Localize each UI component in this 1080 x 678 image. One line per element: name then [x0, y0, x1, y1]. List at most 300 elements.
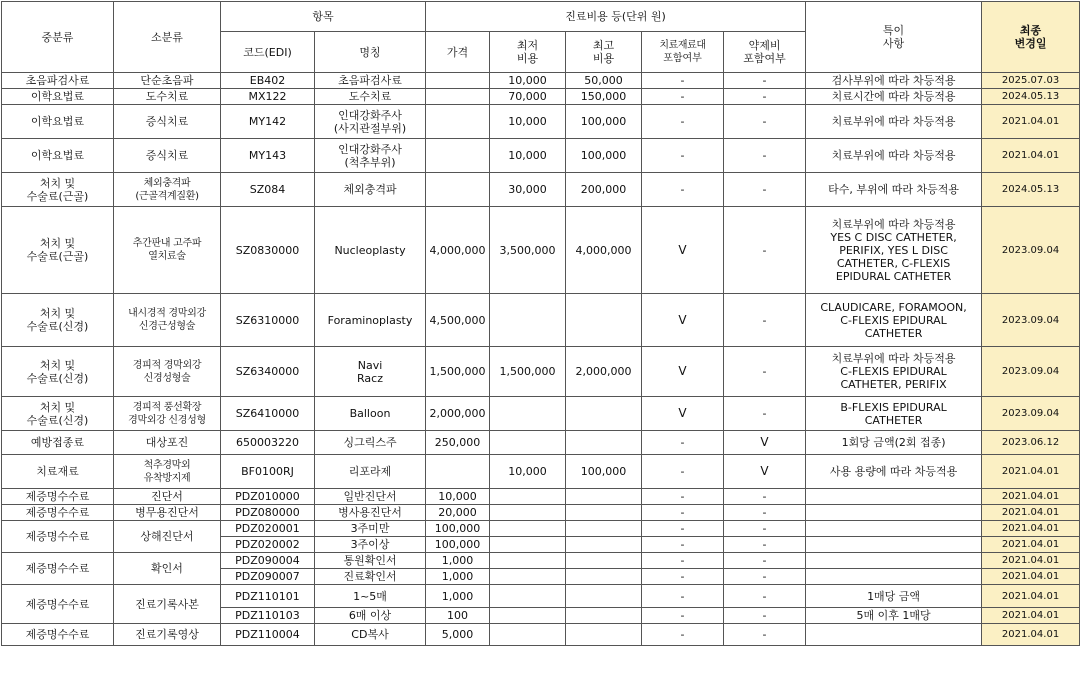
major-category-cell-line: 이학요법료 — [30, 149, 85, 162]
item-name-cell-line: 싱그릭스주 — [343, 436, 397, 449]
item-name-cell-line: Foraminoplasty — [327, 313, 413, 327]
item-name-cell-line: Nucleoplasty — [334, 243, 406, 257]
major-category-cell-line: 치료재료 — [36, 465, 79, 478]
item-name-cell-line: 6매 이상 — [348, 609, 392, 622]
item-name-cell-line: 병사용진단서 — [338, 506, 402, 519]
price-cell: 250,000 — [426, 431, 490, 455]
code-cell: MX122 — [221, 89, 315, 105]
code-cell: EB402 — [221, 73, 315, 89]
header-min-cost-line: 비용 — [516, 52, 539, 65]
max-cost-cell — [566, 608, 642, 624]
last-changed-date-cell: 2021.04.01 — [982, 489, 1080, 505]
code-cell: 650003220 — [221, 431, 315, 455]
last-changed-date-cell: 2021.04.01 — [982, 608, 1080, 624]
material-included-cell: - — [642, 105, 724, 139]
remark-cell-line: 1회당 금액(2회 접종) — [841, 436, 946, 449]
code-cell: BF0100RJ — [221, 455, 315, 489]
drug-included-cell: - — [724, 624, 806, 646]
item-name-cell — [315, 569, 426, 585]
fee-table-body — [2, 73, 1080, 646]
minor-category-cell — [114, 347, 221, 397]
max-cost-cell — [566, 294, 642, 347]
material-included-cell: - — [642, 173, 724, 207]
code-cell: MY142 — [221, 105, 315, 139]
table-row — [2, 105, 1080, 139]
remark-cell-line: CATHETER — [864, 326, 923, 340]
major-category-cell-line: 처치 및 — [39, 176, 76, 190]
minor-category-cell-line: 내시경적 경막외강 — [128, 308, 206, 319]
material-included-cell: V — [642, 207, 724, 294]
price-cell: 100,000 — [426, 537, 490, 553]
minor-category-cell-line: 진단서 — [151, 490, 183, 503]
last-changed-date-cell: 2021.04.01 — [982, 553, 1080, 569]
item-name-cell — [315, 294, 426, 347]
drug-included-cell: V — [724, 431, 806, 455]
remark-cell-line: CATHETER, PERIFIX — [840, 378, 947, 391]
major-category-cell — [2, 207, 114, 294]
item-name-cell-line: (척추부위) — [344, 155, 396, 169]
item-name-cell-line: 통원확인서 — [343, 554, 397, 567]
last-changed-date-cell: 2024.05.13 — [982, 173, 1080, 207]
minor-category-cell-line: 증식치료 — [145, 115, 189, 128]
header-remark-line: 사항 — [882, 37, 905, 50]
remark-cell — [806, 585, 982, 608]
code-cell: PDZ010000 — [221, 489, 315, 505]
price-cell: 1,500,000 — [426, 347, 490, 397]
header-last-changed-line: 변경일 — [1014, 37, 1047, 50]
header-material-line: 치료재료대 — [659, 40, 706, 51]
max-cost-cell: 150,000 — [566, 89, 642, 105]
drug-included-cell: - — [724, 89, 806, 105]
price-cell — [426, 105, 490, 139]
min-cost-cell — [490, 608, 566, 624]
price-cell — [426, 139, 490, 173]
major-category-cell-line: 예방접종료 — [30, 436, 85, 449]
max-cost-cell: 50,000 — [566, 73, 642, 89]
minor-category-cell-line: (근골격계질환) — [135, 190, 199, 202]
major-category-cell-line: 수술료(근골) — [26, 189, 89, 203]
header-max-cost — [566, 32, 642, 73]
min-cost-cell: 30,000 — [490, 173, 566, 207]
remark-cell-line: C-FLEXIS EPIDURAL — [840, 313, 947, 327]
minor-category-cell-line: 추간판내 고주파 — [132, 238, 202, 249]
min-cost-cell — [490, 537, 566, 553]
min-cost-cell — [490, 553, 566, 569]
header-drug-line: 약제비 — [748, 39, 781, 52]
remark-cell — [806, 521, 982, 537]
item-name-cell-line: Balloon — [349, 407, 391, 420]
major-category-cell — [2, 173, 114, 207]
remark-cell-line: 치료부위에 따라 차등적용 — [831, 115, 956, 128]
max-cost-cell — [566, 585, 642, 608]
last-changed-date-cell: 2021.04.01 — [982, 569, 1080, 585]
max-cost-cell: 4,000,000 — [566, 207, 642, 294]
remark-cell — [806, 569, 982, 585]
header-remark-line: 특이 — [882, 24, 905, 37]
price-cell: 100 — [426, 608, 490, 624]
drug-included-cell: - — [724, 294, 806, 347]
min-cost-cell — [490, 397, 566, 431]
minor-category-cell-line: 척추경막외 — [143, 459, 191, 471]
minor-category-cell-line: 대상포진 — [145, 436, 189, 449]
max-cost-cell — [566, 505, 642, 521]
item-name-cell — [315, 505, 426, 521]
minor-category-cell — [114, 207, 221, 294]
code-cell: PDZ110004 — [221, 624, 315, 646]
material-included-cell: - — [642, 521, 724, 537]
min-cost-cell — [490, 521, 566, 537]
last-changed-date-cell: 2021.04.01 — [982, 624, 1080, 646]
item-name-cell — [315, 624, 426, 646]
remark-cell — [806, 105, 982, 139]
max-cost-cell — [566, 489, 642, 505]
remark-cell-line: 치료부위에 따라 차등적용 — [831, 217, 956, 231]
material-included-cell: - — [642, 431, 724, 455]
item-name-cell — [315, 89, 426, 105]
major-category-cell — [2, 505, 114, 521]
major-category-cell-line: 수술료(신경) — [26, 371, 89, 385]
major-category-cell-line: 처치 및 — [39, 400, 76, 414]
last-changed-date-cell: 2023.09.04 — [982, 347, 1080, 397]
drug-included-cell: - — [724, 347, 806, 397]
remark-cell-line: B-FLEXIS EPIDURAL — [840, 400, 947, 414]
drug-included-cell: - — [724, 585, 806, 608]
remark-cell — [806, 73, 982, 89]
last-changed-date-cell: 2021.04.01 — [982, 521, 1080, 537]
table-row — [2, 73, 1080, 89]
remark-cell — [806, 455, 982, 489]
table-row — [2, 397, 1080, 431]
minor-category-cell — [114, 585, 221, 624]
major-category-cell — [2, 431, 114, 455]
remark-cell — [806, 624, 982, 646]
major-category-cell-line: 제증명수수료 — [25, 530, 90, 543]
drug-included-cell: - — [724, 73, 806, 89]
material-included-cell: V — [642, 347, 724, 397]
header-cost-group: 진료비용 등(단위 원) — [426, 2, 806, 32]
price-cell: 20,000 — [426, 505, 490, 521]
table-row — [2, 431, 1080, 455]
code-cell: SZ6310000 — [221, 294, 315, 347]
max-cost-cell — [566, 624, 642, 646]
code-cell: SZ0830000 — [221, 207, 315, 294]
item-name-cell-line: 진료확인서 — [343, 570, 397, 583]
last-changed-date-cell: 2021.04.01 — [982, 455, 1080, 489]
header-material-included — [642, 32, 724, 73]
major-category-cell-line: 수술료(신경) — [26, 320, 89, 333]
price-cell: 2,000,000 — [426, 397, 490, 431]
price-cell: 1,000 — [426, 585, 490, 608]
min-cost-cell: 10,000 — [490, 139, 566, 173]
header-name: 명칭 — [315, 32, 426, 73]
header-item-group: 항목 — [221, 2, 426, 32]
major-category-cell-line: 이학요법료 — [30, 115, 85, 128]
minor-category-cell — [114, 73, 221, 89]
last-changed-date-cell: 2023.09.04 — [982, 397, 1080, 431]
min-cost-cell — [490, 569, 566, 585]
remark-cell — [806, 431, 982, 455]
item-name-cell-line: 인대강화주사 — [338, 108, 402, 122]
item-name-cell — [315, 73, 426, 89]
min-cost-cell: 70,000 — [490, 89, 566, 105]
table-row — [2, 585, 1080, 608]
price-cell: 4,000,000 — [426, 207, 490, 294]
remark-cell-line: 타수, 부위에 따라 차등적용 — [828, 183, 959, 196]
minor-category-cell — [114, 553, 221, 585]
minor-category-cell — [114, 294, 221, 347]
remark-cell-line: CATHETER — [864, 413, 923, 427]
remark-cell-line: 치료시간에 따라 차등적용 — [831, 90, 956, 103]
max-cost-cell — [566, 431, 642, 455]
remark-cell-line: 1매당 금액 — [867, 589, 921, 603]
minor-category-cell — [114, 505, 221, 521]
minor-category-cell-line: 유착방지제 — [143, 472, 191, 484]
item-name-cell — [315, 347, 426, 397]
remark-cell-line: 치료부위에 따라 차등적용 — [831, 149, 956, 162]
table-row — [2, 455, 1080, 489]
price-cell — [426, 73, 490, 89]
material-included-cell: - — [642, 624, 724, 646]
drug-included-cell: - — [724, 569, 806, 585]
material-included-cell: - — [642, 455, 724, 489]
remark-cell — [806, 139, 982, 173]
item-name-cell-line: 초음파검사료 — [338, 74, 402, 87]
min-cost-cell — [490, 624, 566, 646]
drug-included-cell: - — [724, 553, 806, 569]
major-category-cell — [2, 294, 114, 347]
min-cost-cell: 1,500,000 — [490, 347, 566, 397]
material-included-cell: - — [642, 139, 724, 173]
remark-cell — [806, 608, 982, 624]
last-changed-date-cell: 2023.09.04 — [982, 294, 1080, 347]
item-name-cell-line: Navi — [357, 358, 383, 372]
min-cost-cell — [490, 505, 566, 521]
major-category-cell — [2, 585, 114, 624]
remark-cell-line: CATHETER, C-FLEXIS — [836, 256, 951, 270]
material-included-cell: - — [642, 489, 724, 505]
drug-included-cell: - — [724, 521, 806, 537]
remark-cell — [806, 207, 982, 294]
major-category-cell-line: 처치 및 — [39, 358, 76, 372]
code-cell: PDZ080000 — [221, 505, 315, 521]
last-changed-date-cell: 2025.07.03 — [982, 73, 1080, 89]
min-cost-cell: 10,000 — [490, 455, 566, 489]
item-name-cell — [315, 537, 426, 553]
item-name-cell — [315, 585, 426, 608]
remark-cell — [806, 537, 982, 553]
last-changed-date-cell: 2021.04.01 — [982, 537, 1080, 553]
item-name-cell-line: 체외충격파 — [343, 183, 397, 196]
major-category-cell-line: 제증명수수료 — [25, 506, 90, 519]
material-included-cell: V — [642, 397, 724, 431]
price-cell — [426, 455, 490, 489]
drug-included-cell: - — [724, 139, 806, 173]
minor-category-cell-line: 증식치료 — [145, 149, 189, 162]
major-category-cell — [2, 397, 114, 431]
major-category-cell — [2, 347, 114, 397]
major-category-cell — [2, 139, 114, 173]
drug-included-cell: - — [724, 505, 806, 521]
minor-category-cell — [114, 397, 221, 431]
minor-category-cell — [114, 105, 221, 139]
item-name-cell-line: 일반진단서 — [343, 490, 397, 503]
major-category-cell-line: 초음파검사료 — [25, 74, 90, 87]
max-cost-cell — [566, 537, 642, 553]
price-cell: 10,000 — [426, 489, 490, 505]
code-cell: PDZ020001 — [221, 521, 315, 537]
minor-category-cell-line: 단순초음파 — [140, 74, 194, 87]
min-cost-cell: 3,500,000 — [490, 207, 566, 294]
item-name-cell-line: Racz — [357, 371, 383, 385]
major-category-cell-line: 처치 및 — [39, 237, 76, 250]
minor-category-cell-line: 진료기록사본 — [135, 597, 199, 611]
item-name-cell-line: 인대강화주사 — [338, 142, 402, 156]
table-row — [2, 347, 1080, 397]
max-cost-cell: 100,000 — [566, 455, 642, 489]
code-cell: PDZ110103 — [221, 608, 315, 624]
major-category-cell — [2, 455, 114, 489]
table-row — [2, 173, 1080, 207]
minor-category-cell — [114, 455, 221, 489]
remark-cell — [806, 397, 982, 431]
max-cost-cell: 200,000 — [566, 173, 642, 207]
table-row — [2, 89, 1080, 105]
major-category-cell-line: 수술료(근골) — [26, 250, 89, 263]
minor-category-cell — [114, 489, 221, 505]
material-included-cell: - — [642, 585, 724, 608]
major-category-cell-line: 제증명수수료 — [25, 562, 90, 575]
item-name-cell — [315, 521, 426, 537]
minor-category-cell — [114, 624, 221, 646]
material-included-cell: - — [642, 89, 724, 105]
drug-included-cell: V — [724, 455, 806, 489]
major-category-cell-line: 이학요법료 — [30, 90, 85, 103]
remark-cell — [806, 347, 982, 397]
table-row — [2, 505, 1080, 521]
remark-cell — [806, 505, 982, 521]
item-name-cell-line: CD복사 — [351, 628, 389, 641]
max-cost-cell: 100,000 — [566, 105, 642, 139]
minor-category-cell-line: 병무용진단서 — [135, 506, 199, 519]
remark-cell-line: EPIDURAL CATHETER — [835, 269, 952, 283]
major-category-cell-line: 처치 및 — [39, 307, 76, 320]
header-drug-line: 포함여부 — [743, 52, 786, 65]
major-category-cell-line: 제증명수수료 — [25, 490, 90, 503]
major-category-cell-line: 수술료(신경) — [26, 413, 89, 427]
material-included-cell: - — [642, 73, 724, 89]
item-name-cell-line: 도수치료 — [348, 90, 392, 103]
item-name-cell — [315, 455, 426, 489]
drug-included-cell: - — [724, 537, 806, 553]
remark-cell — [806, 173, 982, 207]
min-cost-cell — [490, 489, 566, 505]
header-drug-included — [724, 32, 806, 73]
item-name-cell — [315, 139, 426, 173]
item-name-cell — [315, 553, 426, 569]
code-cell: MY143 — [221, 139, 315, 173]
item-name-cell — [315, 431, 426, 455]
remark-cell-line: YES C DISC CATHETER, — [830, 230, 957, 244]
header-min-cost-line: 최저 — [516, 39, 539, 52]
material-included-cell: - — [642, 537, 724, 553]
min-cost-cell: 10,000 — [490, 105, 566, 139]
remark-cell — [806, 489, 982, 505]
code-cell: SZ6340000 — [221, 347, 315, 397]
item-name-cell — [315, 489, 426, 505]
drug-included-cell: - — [724, 105, 806, 139]
max-cost-cell — [566, 553, 642, 569]
remark-cell — [806, 294, 982, 347]
drug-included-cell: - — [724, 608, 806, 624]
minor-category-cell — [114, 173, 221, 207]
minor-category-cell — [114, 521, 221, 553]
material-included-cell: V — [642, 294, 724, 347]
code-cell: PDZ110101 — [221, 585, 315, 608]
item-name-cell-line: 3주이상 — [350, 538, 390, 551]
price-cell — [426, 173, 490, 207]
price-cell — [426, 89, 490, 105]
header-material-line: 포함여부 — [663, 53, 702, 64]
major-category-cell — [2, 521, 114, 553]
item-name-cell-line: 1~5매 — [353, 589, 387, 603]
minor-category-cell-line: 신경성형술 — [143, 372, 191, 384]
last-changed-date-cell: 2023.06.12 — [982, 431, 1080, 455]
max-cost-cell — [566, 569, 642, 585]
item-name-cell-line: (사지관절부위) — [333, 121, 407, 135]
max-cost-cell — [566, 397, 642, 431]
minor-category-cell-line: 확인서 — [151, 562, 183, 575]
minor-category-cell-line: 경막외강 신경성형 — [128, 414, 206, 426]
min-cost-cell: 10,000 — [490, 73, 566, 89]
fee-table — [1, 1, 1080, 646]
price-cell: 4,500,000 — [426, 294, 490, 347]
code-cell: SZ084 — [221, 173, 315, 207]
remark-cell-line: 사용 용량에 따라 차등적용 — [829, 465, 958, 478]
major-category-cell — [2, 105, 114, 139]
code-cell: PDZ020002 — [221, 537, 315, 553]
remark-cell-line: 검사부위에 따라 차등적용 — [831, 74, 956, 87]
last-changed-date-cell: 2021.04.01 — [982, 505, 1080, 521]
drug-included-cell: - — [724, 207, 806, 294]
minor-category-cell-line: 신경근성형술 — [138, 321, 196, 332]
code-cell: PDZ090007 — [221, 569, 315, 585]
price-cell: 1,000 — [426, 569, 490, 585]
remark-cell-line: 5매 이후 1매당 — [856, 609, 931, 622]
table-row — [2, 624, 1080, 646]
minor-category-cell — [114, 139, 221, 173]
header-price: 가격 — [426, 32, 490, 73]
header-remark — [806, 2, 982, 73]
min-cost-cell — [490, 294, 566, 347]
minor-category-cell — [114, 431, 221, 455]
material-included-cell: - — [642, 553, 724, 569]
header-min-cost — [490, 32, 566, 73]
item-name-cell — [315, 397, 426, 431]
last-changed-date-cell: 2021.04.01 — [982, 585, 1080, 608]
price-cell: 100,000 — [426, 521, 490, 537]
minor-category-cell-line: 경피적 풍선확장 — [132, 401, 202, 413]
last-changed-date-cell: 2021.04.01 — [982, 139, 1080, 173]
table-row — [2, 553, 1080, 569]
remark-cell — [806, 89, 982, 105]
header-minor: 소분류 — [114, 2, 221, 73]
last-changed-date-cell: 2023.09.04 — [982, 207, 1080, 294]
table-row — [2, 294, 1080, 347]
price-cell: 1,000 — [426, 553, 490, 569]
major-category-cell-line: 제증명수수료 — [25, 597, 90, 611]
major-category-cell — [2, 553, 114, 585]
item-name-cell — [315, 207, 426, 294]
